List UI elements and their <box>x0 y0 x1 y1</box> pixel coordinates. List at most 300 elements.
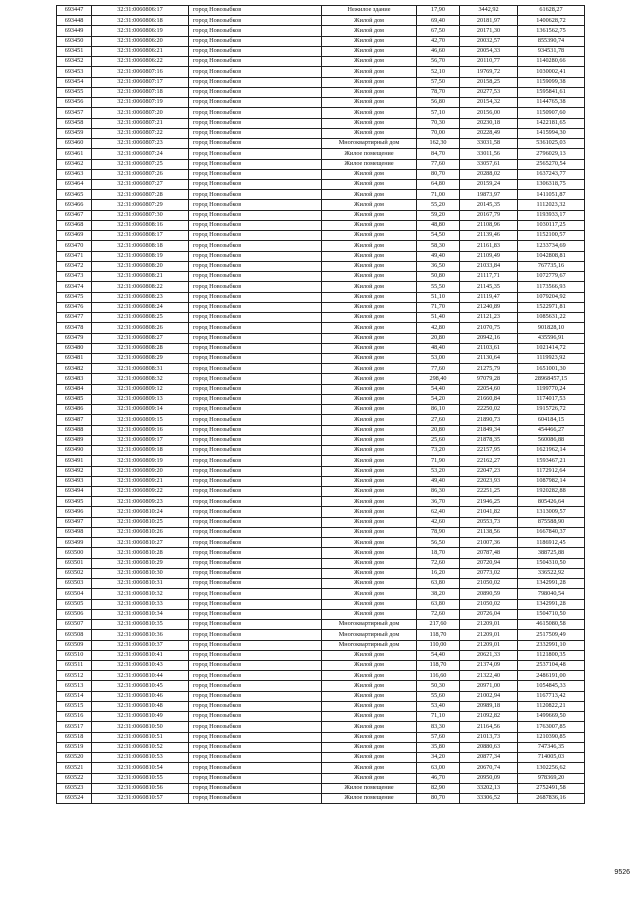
table-row <box>57 261 585 271</box>
row-number-cell: 693448 <box>57 16 92 26</box>
specific-value-cell: 21033,84 <box>460 261 518 271</box>
row-number-cell: 693480 <box>57 343 92 353</box>
area-cell: 118,70 <box>417 661 460 671</box>
object-type-cell: Жилой дом <box>322 456 417 466</box>
table-row <box>57 220 585 230</box>
object-type-cell: Жилой дом <box>322 527 417 537</box>
location-cell: город Новозыбков <box>189 620 322 630</box>
specific-value-cell: 21890,73 <box>460 415 518 425</box>
row-number-cell: 693515 <box>57 701 92 711</box>
area-cell: 54,50 <box>417 231 460 241</box>
table-row <box>57 712 585 722</box>
specific-value-cell: 22157,95 <box>460 446 518 456</box>
cadastral-number-cell: 32:31:0060809:23 <box>92 497 189 507</box>
table-row <box>57 415 585 425</box>
row-number-cell: 693503 <box>57 579 92 589</box>
cadastral-number-cell: 32:31:0060810:43 <box>92 661 189 671</box>
row-number-cell: 693466 <box>57 200 92 210</box>
cadastral-value-cell: 2687836,16 <box>518 794 585 804</box>
cadastral-number-cell: 32:31:0060807:21 <box>92 118 189 128</box>
object-type-cell: Жилой дом <box>322 200 417 210</box>
table-row <box>57 599 585 609</box>
row-number-cell: 693468 <box>57 220 92 230</box>
row-number-cell: 693512 <box>57 671 92 681</box>
object-type-cell: Жилой дом <box>322 773 417 783</box>
cadastral-value-cell: 1072779,67 <box>518 272 585 282</box>
location-cell: город Новозыбков <box>189 282 322 292</box>
cadastral-value-cell: 1504310,50 <box>518 558 585 568</box>
table-row <box>57 753 585 763</box>
area-cell: 84,70 <box>417 149 460 159</box>
cadastral-number-cell: 32:31:0060808:24 <box>92 302 189 312</box>
cadastral-value-cell: 2796029,13 <box>518 149 585 159</box>
table-row <box>57 640 585 650</box>
cadastral-value-cell: 1422181,65 <box>518 118 585 128</box>
table-row <box>57 435 585 445</box>
row-number-cell: 693460 <box>57 139 92 149</box>
cadastral-number-cell: 32:31:0060808:16 <box>92 220 189 230</box>
area-cell: 72,60 <box>417 558 460 568</box>
object-type-cell: Жилой дом <box>322 220 417 230</box>
location-cell: город Новозыбков <box>189 364 322 374</box>
location-cell: город Новозыбков <box>189 548 322 558</box>
location-cell: город Новозыбков <box>189 200 322 210</box>
object-type-cell: Жилой дом <box>322 374 417 384</box>
area-cell: 77,60 <box>417 364 460 374</box>
location-cell: город Новозыбков <box>189 579 322 589</box>
location-cell: город Новозыбков <box>189 435 322 445</box>
object-type-cell: Жилой дом <box>322 763 417 773</box>
object-type-cell: Жилой дом <box>322 67 417 77</box>
cadastral-number-cell: 32:31:0060809:22 <box>92 487 189 497</box>
specific-value-cell: 21240,89 <box>460 302 518 312</box>
specific-value-cell: 21322,40 <box>460 671 518 681</box>
location-cell: город Новозыбков <box>189 179 322 189</box>
cadastral-value-cell: 747346,35 <box>518 742 585 752</box>
specific-value-cell: 21164,56 <box>460 722 518 732</box>
location-cell: город Новозыбков <box>189 302 322 312</box>
specific-value-cell: 97079,28 <box>460 374 518 384</box>
table-row <box>57 681 585 691</box>
cadastral-number-cell: 32:31:0060808:26 <box>92 323 189 333</box>
specific-value-cell: 21946,25 <box>460 497 518 507</box>
specific-value-cell: 21119,47 <box>460 292 518 302</box>
object-type-cell: Жилой дом <box>322 179 417 189</box>
specific-value-cell: 20880,63 <box>460 742 518 752</box>
cadastral-value-cell: 1054845,33 <box>518 681 585 691</box>
specific-value-cell: 20228,49 <box>460 128 518 138</box>
area-cell: 298,40 <box>417 374 460 384</box>
location-cell: город Новозыбков <box>189 272 322 282</box>
object-type-cell: Жилой дом <box>322 742 417 752</box>
specific-value-cell: 20181,97 <box>460 16 518 26</box>
row-number-cell: 693447 <box>57 6 92 16</box>
row-number-cell: 693496 <box>57 507 92 517</box>
area-cell: 59,20 <box>417 210 460 220</box>
object-type-cell: Жилой дом <box>322 446 417 456</box>
object-type-cell: Жилой дом <box>322 26 417 36</box>
location-cell: город Новозыбков <box>189 16 322 26</box>
table-row <box>57 36 585 46</box>
location-cell: город Новозыбков <box>189 609 322 619</box>
cadastral-value-cell: 1313009,57 <box>518 507 585 517</box>
cadastral-value-cell: 855390,74 <box>518 36 585 46</box>
cadastral-number-cell: 32:31:0060808:20 <box>92 261 189 271</box>
cadastral-number-cell: 32:31:0060809:13 <box>92 394 189 404</box>
cadastral-value-cell: 1119923,92 <box>518 353 585 363</box>
object-type-cell: Жилой дом <box>322 77 417 87</box>
object-type-cell: Жилой дом <box>322 118 417 128</box>
row-number-cell: 693500 <box>57 548 92 558</box>
row-number-cell: 693457 <box>57 108 92 118</box>
cadastral-value-cell: 1173566,93 <box>518 282 585 292</box>
cadastral-number-cell: 32:31:0060810:27 <box>92 538 189 548</box>
row-number-cell: 693472 <box>57 261 92 271</box>
location-cell: город Новозыбков <box>189 681 322 691</box>
specific-value-cell: 20971,00 <box>460 681 518 691</box>
row-number-cell: 693475 <box>57 292 92 302</box>
object-type-cell: Жилой дом <box>322 364 417 374</box>
specific-value-cell: 21050,02 <box>460 579 518 589</box>
area-cell: 54,40 <box>417 650 460 660</box>
area-cell: 73,20 <box>417 446 460 456</box>
object-type-cell: Жилое помещение <box>322 794 417 804</box>
cadastral-number-cell: 32:31:0060810:25 <box>92 517 189 527</box>
row-number-cell: 693455 <box>57 87 92 97</box>
object-type-cell: Жилой дом <box>322 272 417 282</box>
row-number-cell: 693522 <box>57 773 92 783</box>
cadastral-number-cell: 32:31:0060807:29 <box>92 200 189 210</box>
row-number-cell: 693511 <box>57 661 92 671</box>
object-type-cell: Жилой дом <box>322 732 417 742</box>
table-row <box>57 159 585 169</box>
table-row <box>57 67 585 77</box>
specific-value-cell: 21139,46 <box>460 231 518 241</box>
cadastral-number-cell: 32:31:0060810:48 <box>92 701 189 711</box>
row-number-cell: 693464 <box>57 179 92 189</box>
specific-value-cell: 21121,23 <box>460 313 518 323</box>
cadastral-value-cell: 1637243,77 <box>518 169 585 179</box>
cadastral-value-cell: 1342991,28 <box>518 599 585 609</box>
cadastral-number-cell: 32:31:0060810:28 <box>92 548 189 558</box>
cadastral-value-cell: 1172912,64 <box>518 466 585 476</box>
location-cell: город Новозыбков <box>189 527 322 537</box>
object-type-cell: Многоквартирный дом <box>322 630 417 640</box>
row-number-cell: 693453 <box>57 67 92 77</box>
location-cell: город Новозыбков <box>189 732 322 742</box>
specific-value-cell: 21138,56 <box>460 527 518 537</box>
area-cell: 110,00 <box>417 640 460 650</box>
cadastral-value-cell: 2486191,00 <box>518 671 585 681</box>
table-row <box>57 589 585 599</box>
row-number-cell: 693494 <box>57 487 92 497</box>
cadastral-number-cell: 32:31:0060809:19 <box>92 456 189 466</box>
cadastral-value-cell: 604184,15 <box>518 415 585 425</box>
specific-value-cell: 20670,74 <box>460 763 518 773</box>
cadastral-number-cell: 32:31:0060810:30 <box>92 568 189 578</box>
area-cell: 25,60 <box>417 435 460 445</box>
object-type-cell: Жилой дом <box>322 333 417 343</box>
location-cell: город Новозыбков <box>189 87 322 97</box>
table-row <box>57 353 585 363</box>
cadastral-number-cell: 32:31:0060810:56 <box>92 783 189 793</box>
table-row <box>57 691 585 701</box>
area-cell: 217,60 <box>417 620 460 630</box>
specific-value-cell: 33306,52 <box>460 794 518 804</box>
specific-value-cell: 20288,02 <box>460 169 518 179</box>
object-type-cell: Жилой дом <box>322 650 417 660</box>
cadastral-number-cell: 32:31:0060808:19 <box>92 251 189 261</box>
specific-value-cell: 21103,61 <box>460 343 518 353</box>
area-cell: 42,70 <box>417 36 460 46</box>
cadastral-number-cell: 32:31:0060807:30 <box>92 210 189 220</box>
area-cell: 64,80 <box>417 179 460 189</box>
table-row <box>57 568 585 578</box>
row-number-cell: 693471 <box>57 251 92 261</box>
row-number-cell: 693473 <box>57 272 92 282</box>
table-row <box>57 26 585 36</box>
object-type-cell: Жилой дом <box>322 712 417 722</box>
specific-value-cell: 21209,01 <box>460 640 518 650</box>
cadastral-value-cell: 1400628,72 <box>518 16 585 26</box>
cadastral-number-cell: 32:31:0060810:55 <box>92 773 189 783</box>
cadastral-number-cell: 32:31:0060806:19 <box>92 26 189 36</box>
row-number-cell: 693518 <box>57 732 92 742</box>
cadastral-value-cell: 1233734,69 <box>518 241 585 251</box>
cadastral-value-cell: 2517509,49 <box>518 630 585 640</box>
object-type-cell: Жилое помещение <box>322 159 417 169</box>
cadastral-value-cell: 560086,88 <box>518 435 585 445</box>
object-type-cell: Жилое помещение <box>322 149 417 159</box>
row-number-cell: 693506 <box>57 609 92 619</box>
row-number-cell: 693523 <box>57 783 92 793</box>
object-type-cell: Жилой дом <box>322 753 417 763</box>
object-type-cell: Жилой дом <box>322 394 417 404</box>
specific-value-cell: 20159,24 <box>460 179 518 189</box>
area-cell: 27,60 <box>417 415 460 425</box>
row-number-cell: 693483 <box>57 374 92 384</box>
cadastral-value-cell: 1030117,25 <box>518 220 585 230</box>
location-cell: город Новозыбков <box>189 456 322 466</box>
specific-value-cell: 21109,49 <box>460 251 518 261</box>
object-type-cell: Жилой дом <box>322 313 417 323</box>
specific-value-cell: 21209,01 <box>460 620 518 630</box>
area-cell: 162,30 <box>417 139 460 149</box>
specific-value-cell: 20171,30 <box>460 26 518 36</box>
specific-value-cell: 20145,35 <box>460 200 518 210</box>
table-row <box>57 251 585 261</box>
cadastral-number-cell: 32:31:0060810:54 <box>92 763 189 773</box>
row-number-cell: 693497 <box>57 517 92 527</box>
table-row <box>57 149 585 159</box>
cadastral-value-cell: 1174017,53 <box>518 394 585 404</box>
cadastral-number-cell: 32:31:0060810:31 <box>92 579 189 589</box>
location-cell: город Новозыбков <box>189 466 322 476</box>
cadastral-number-cell: 32:31:0060807:28 <box>92 190 189 200</box>
row-number-cell: 693454 <box>57 77 92 87</box>
table-row <box>57 446 585 456</box>
specific-value-cell: 21007,36 <box>460 538 518 548</box>
location-cell: город Новозыбков <box>189 139 322 149</box>
cadastral-number-cell: 32:31:0060810:37 <box>92 640 189 650</box>
object-type-cell: Жилой дом <box>322 323 417 333</box>
object-type-cell: Жилой дом <box>322 691 417 701</box>
cadastral-number-cell: 32:31:0060806:18 <box>92 16 189 26</box>
specific-value-cell: 20773,02 <box>460 568 518 578</box>
cadastral-value-cell: 798040,54 <box>518 589 585 599</box>
cadastral-value-cell: 1152100,57 <box>518 231 585 241</box>
object-type-cell: Жилой дом <box>322 405 417 415</box>
row-number-cell: 693504 <box>57 589 92 599</box>
specific-value-cell: 19769,72 <box>460 67 518 77</box>
row-number-cell: 693450 <box>57 36 92 46</box>
cadastral-number-cell: 32:31:0060810:45 <box>92 681 189 691</box>
cadastral-value-cell: 1079204,92 <box>518 292 585 302</box>
row-number-cell: 693489 <box>57 435 92 445</box>
row-number-cell: 693467 <box>57 210 92 220</box>
area-cell: 54,40 <box>417 384 460 394</box>
object-type-cell: Жилой дом <box>322 681 417 691</box>
table-row <box>57 128 585 138</box>
row-number-cell: 693508 <box>57 630 92 640</box>
specific-value-cell: 19873,97 <box>460 190 518 200</box>
table-row <box>57 794 585 804</box>
row-number-cell: 693492 <box>57 466 92 476</box>
row-number-cell: 693462 <box>57 159 92 169</box>
area-cell: 36,50 <box>417 261 460 271</box>
object-type-cell: Жилой дом <box>322 661 417 671</box>
row-number-cell: 693491 <box>57 456 92 466</box>
object-type-cell: Жилой дом <box>322 87 417 97</box>
cadastral-value-cell: 1144765,38 <box>518 98 585 108</box>
specific-value-cell: 20156,00 <box>460 108 518 118</box>
cadastral-value-cell: 1087982,14 <box>518 476 585 486</box>
object-type-cell: Жилой дом <box>322 517 417 527</box>
specific-value-cell: 20032,57 <box>460 36 518 46</box>
cadastral-value-cell: 1021414,72 <box>518 343 585 353</box>
row-number-cell: 693502 <box>57 568 92 578</box>
area-cell: 82,90 <box>417 783 460 793</box>
table-row <box>57 487 585 497</box>
cadastral-value-cell: 875588,90 <box>518 517 585 527</box>
specific-value-cell: 21070,75 <box>460 323 518 333</box>
table-row <box>57 46 585 56</box>
row-number-cell: 693449 <box>57 26 92 36</box>
specific-value-cell: 33031,58 <box>460 139 518 149</box>
cadastral-value-cell: 388725,88 <box>518 548 585 558</box>
location-cell: город Новозыбков <box>189 405 322 415</box>
cadastral-value-cell: 1415994,30 <box>518 128 585 138</box>
location-cell: город Новозыбков <box>189 313 322 323</box>
cadastral-value-cell: 1167713,42 <box>518 691 585 701</box>
cadastral-number-cell: 32:31:0060810:33 <box>92 599 189 609</box>
table-row <box>57 661 585 671</box>
object-type-cell: Жилой дом <box>322 251 417 261</box>
cadastral-value-cell: 1915726,72 <box>518 405 585 415</box>
table-row <box>57 742 585 752</box>
location-cell: город Новозыбков <box>189 640 322 650</box>
location-cell: город Новозыбков <box>189 507 322 517</box>
object-type-cell: Жилой дом <box>322 292 417 302</box>
table-row <box>57 139 585 149</box>
row-number-cell: 693521 <box>57 763 92 773</box>
cadastral-value-cell: 336522,92 <box>518 568 585 578</box>
location-cell: город Новозыбков <box>189 57 322 67</box>
cadastral-number-cell: 32:31:0060808:32 <box>92 374 189 384</box>
cadastral-value-cell: 1763007,85 <box>518 722 585 732</box>
cadastral-number-cell: 32:31:0060809:20 <box>92 466 189 476</box>
cadastral-number-cell: 32:31:0060808:21 <box>92 272 189 282</box>
area-cell: 34,20 <box>417 753 460 763</box>
specific-value-cell: 21013,73 <box>460 732 518 742</box>
cadastral-number-cell: 32:31:0060810:44 <box>92 671 189 681</box>
specific-value-cell: 22047,23 <box>460 466 518 476</box>
cadastral-number-cell: 32:31:0060810:41 <box>92 650 189 660</box>
row-number-cell: 693517 <box>57 722 92 732</box>
object-type-cell: Жилой дом <box>322 599 417 609</box>
cadastral-value-cell: 714005,03 <box>518 753 585 763</box>
cadastral-value-cell: 28968457,15 <box>518 374 585 384</box>
area-cell: 48,40 <box>417 343 460 353</box>
area-cell: 86,10 <box>417 405 460 415</box>
cadastral-number-cell: 32:31:0060809:21 <box>92 476 189 486</box>
area-cell: 53,00 <box>417 353 460 363</box>
table-row <box>57 384 585 394</box>
object-type-cell: Жилой дом <box>322 210 417 220</box>
table-row <box>57 579 585 589</box>
cadastral-value-cell: 1651001,30 <box>518 364 585 374</box>
cadastral-value-cell: 1667840,37 <box>518 527 585 537</box>
specific-value-cell: 20110,77 <box>460 57 518 67</box>
area-cell: 48,80 <box>417 220 460 230</box>
table-row <box>57 466 585 476</box>
area-cell: 46,70 <box>417 773 460 783</box>
location-cell: город Новозыбков <box>189 241 322 251</box>
object-type-cell: Жилой дом <box>322 435 417 445</box>
cadastral-number-cell: 32:31:0060810:32 <box>92 589 189 599</box>
table-row <box>57 231 585 241</box>
object-type-cell: Жилой дом <box>322 353 417 363</box>
page-number: 9526 <box>614 869 630 876</box>
cadastral-value-cell: 1112023,32 <box>518 200 585 210</box>
location-cell: город Новозыбков <box>189 46 322 56</box>
object-type-cell: Жилой дом <box>322 507 417 517</box>
row-number-cell: 693510 <box>57 650 92 660</box>
area-cell: 56,70 <box>417 57 460 67</box>
object-type-cell: Жилой дом <box>322 128 417 138</box>
object-type-cell: Жилой дом <box>322 384 417 394</box>
cadastral-number-cell: 32:31:0060807:19 <box>92 98 189 108</box>
location-cell: город Новозыбков <box>189 394 322 404</box>
area-cell: 69,40 <box>417 16 460 26</box>
row-number-cell: 693458 <box>57 118 92 128</box>
cadastral-value-cell: 1210390,85 <box>518 732 585 742</box>
object-type-cell: Жилой дом <box>322 57 417 67</box>
location-cell: город Новозыбков <box>189 671 322 681</box>
cadastral-number-cell: 32:31:0060810:34 <box>92 609 189 619</box>
row-number-cell: 693509 <box>57 640 92 650</box>
location-cell: город Новозыбков <box>189 568 322 578</box>
object-type-cell: Жилое помещение <box>322 783 417 793</box>
cadastral-value-cell: 61628,27 <box>518 6 585 16</box>
area-cell: 77,60 <box>417 159 460 169</box>
location-cell: город Новозыбков <box>189 128 322 138</box>
specific-value-cell: 22162,27 <box>460 456 518 466</box>
table-row <box>57 476 585 486</box>
location-cell: город Новозыбков <box>189 763 322 773</box>
table-row <box>57 364 585 374</box>
cadastral-value-cell: 1150907,60 <box>518 108 585 118</box>
